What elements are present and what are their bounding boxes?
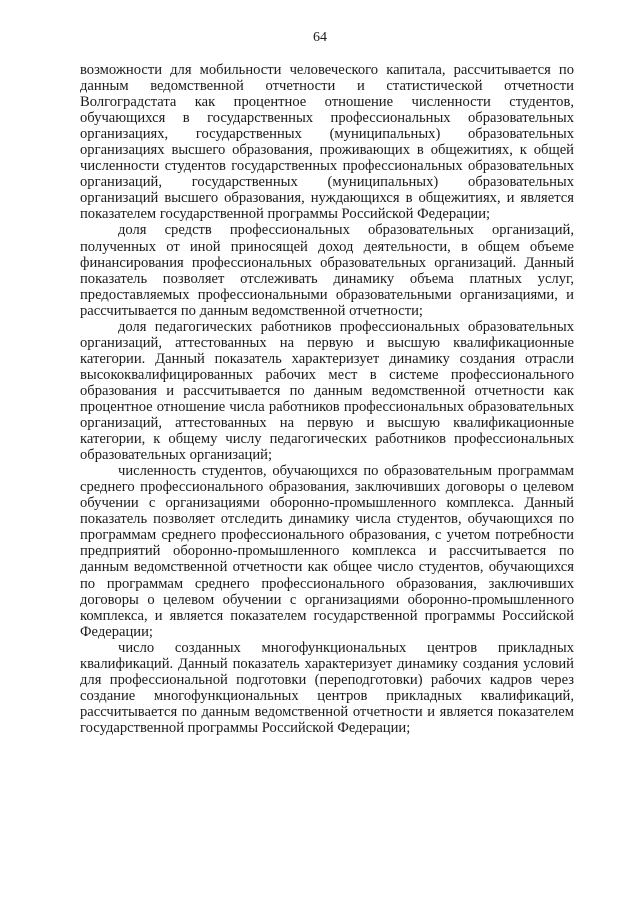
- paragraph-continuation: возможности для мобильности человеческого капитала, рассчитывается по данным ведомственной отчетности и статистической отчетности Волгоградстата как процентное отношение численности студентов, обучающихся в государственных профессиональных образовательных организациях, государственных (муниципальных) образовательных организациях высшего образования, проживающих в общежитиях, к общей численности студентов государственных профессиональных образовательных организаций, государственных (муниципальных) образовательных организаций высшего образования, нуждающихся в общежитиях, и является показателем государственной программы Российской Федерации;: [80, 62, 574, 223]
- paragraph: число созданных многофункциональных центров прикладных квалификаций. Данный показатель характеризует динамику создания условий для профессиональной подготовки (переподготовки) рабочих кадров через создание многофункциональных центров прикладных квалификаций, рассчитывается по данным ведомственной отчетности и является показателем государственной программы Российской Федерации;: [80, 639, 574, 736]
- paragraph: численность студентов, обучающихся по образовательным программам среднего профессионального образования, заключивших договоры о целевом обучении с организациями оборонно-промышленного комплекса. Данный показатель позволяет отследить динамику числа студентов, обучающихся по программам среднего профессионального образования, с учетом потребности предприятий оборонно-промышленного комплекса и рассчитывается по данным ведомственной отчетности как общее число студентов, обучающихся по программам среднего профессионального образования, заключивших договоры о целевом обучении с организациями оборонно-промышленного комплекса, и является показателем государственной программы Российской Федерации;: [80, 463, 574, 640]
- document-body: [80, 62, 574, 736]
- paragraph: доля педагогических работников профессиональных образовательных организаций, аттестованных на первую и высшую квалификационные категории. Данный показатель характеризует динамику создания отрасли высококвалифицированных рабочих мест в системе профессионального образования и рассчитывается по данным ведомственной отчетности как процентное отношение числа работников профессиональных образовательных организаций, аттестованных на первую и высшую квалификационные категории, к общему числу педагогических работников профессиональных образовательных организаций;: [80, 318, 574, 464]
- paragraph: доля средств профессиональных образовательных организаций, полученных от иной приносящей доход деятельности, в общем объеме финансирования профессиональных образовательных организаций. Данный показатель позволяет отслеживать динамику объема платных услуг, предоставляемых профессиональными образовательными организациями, и рассчитывается по данным ведомственной отчетности;: [80, 222, 574, 319]
- page-number: 64: [313, 30, 327, 45]
